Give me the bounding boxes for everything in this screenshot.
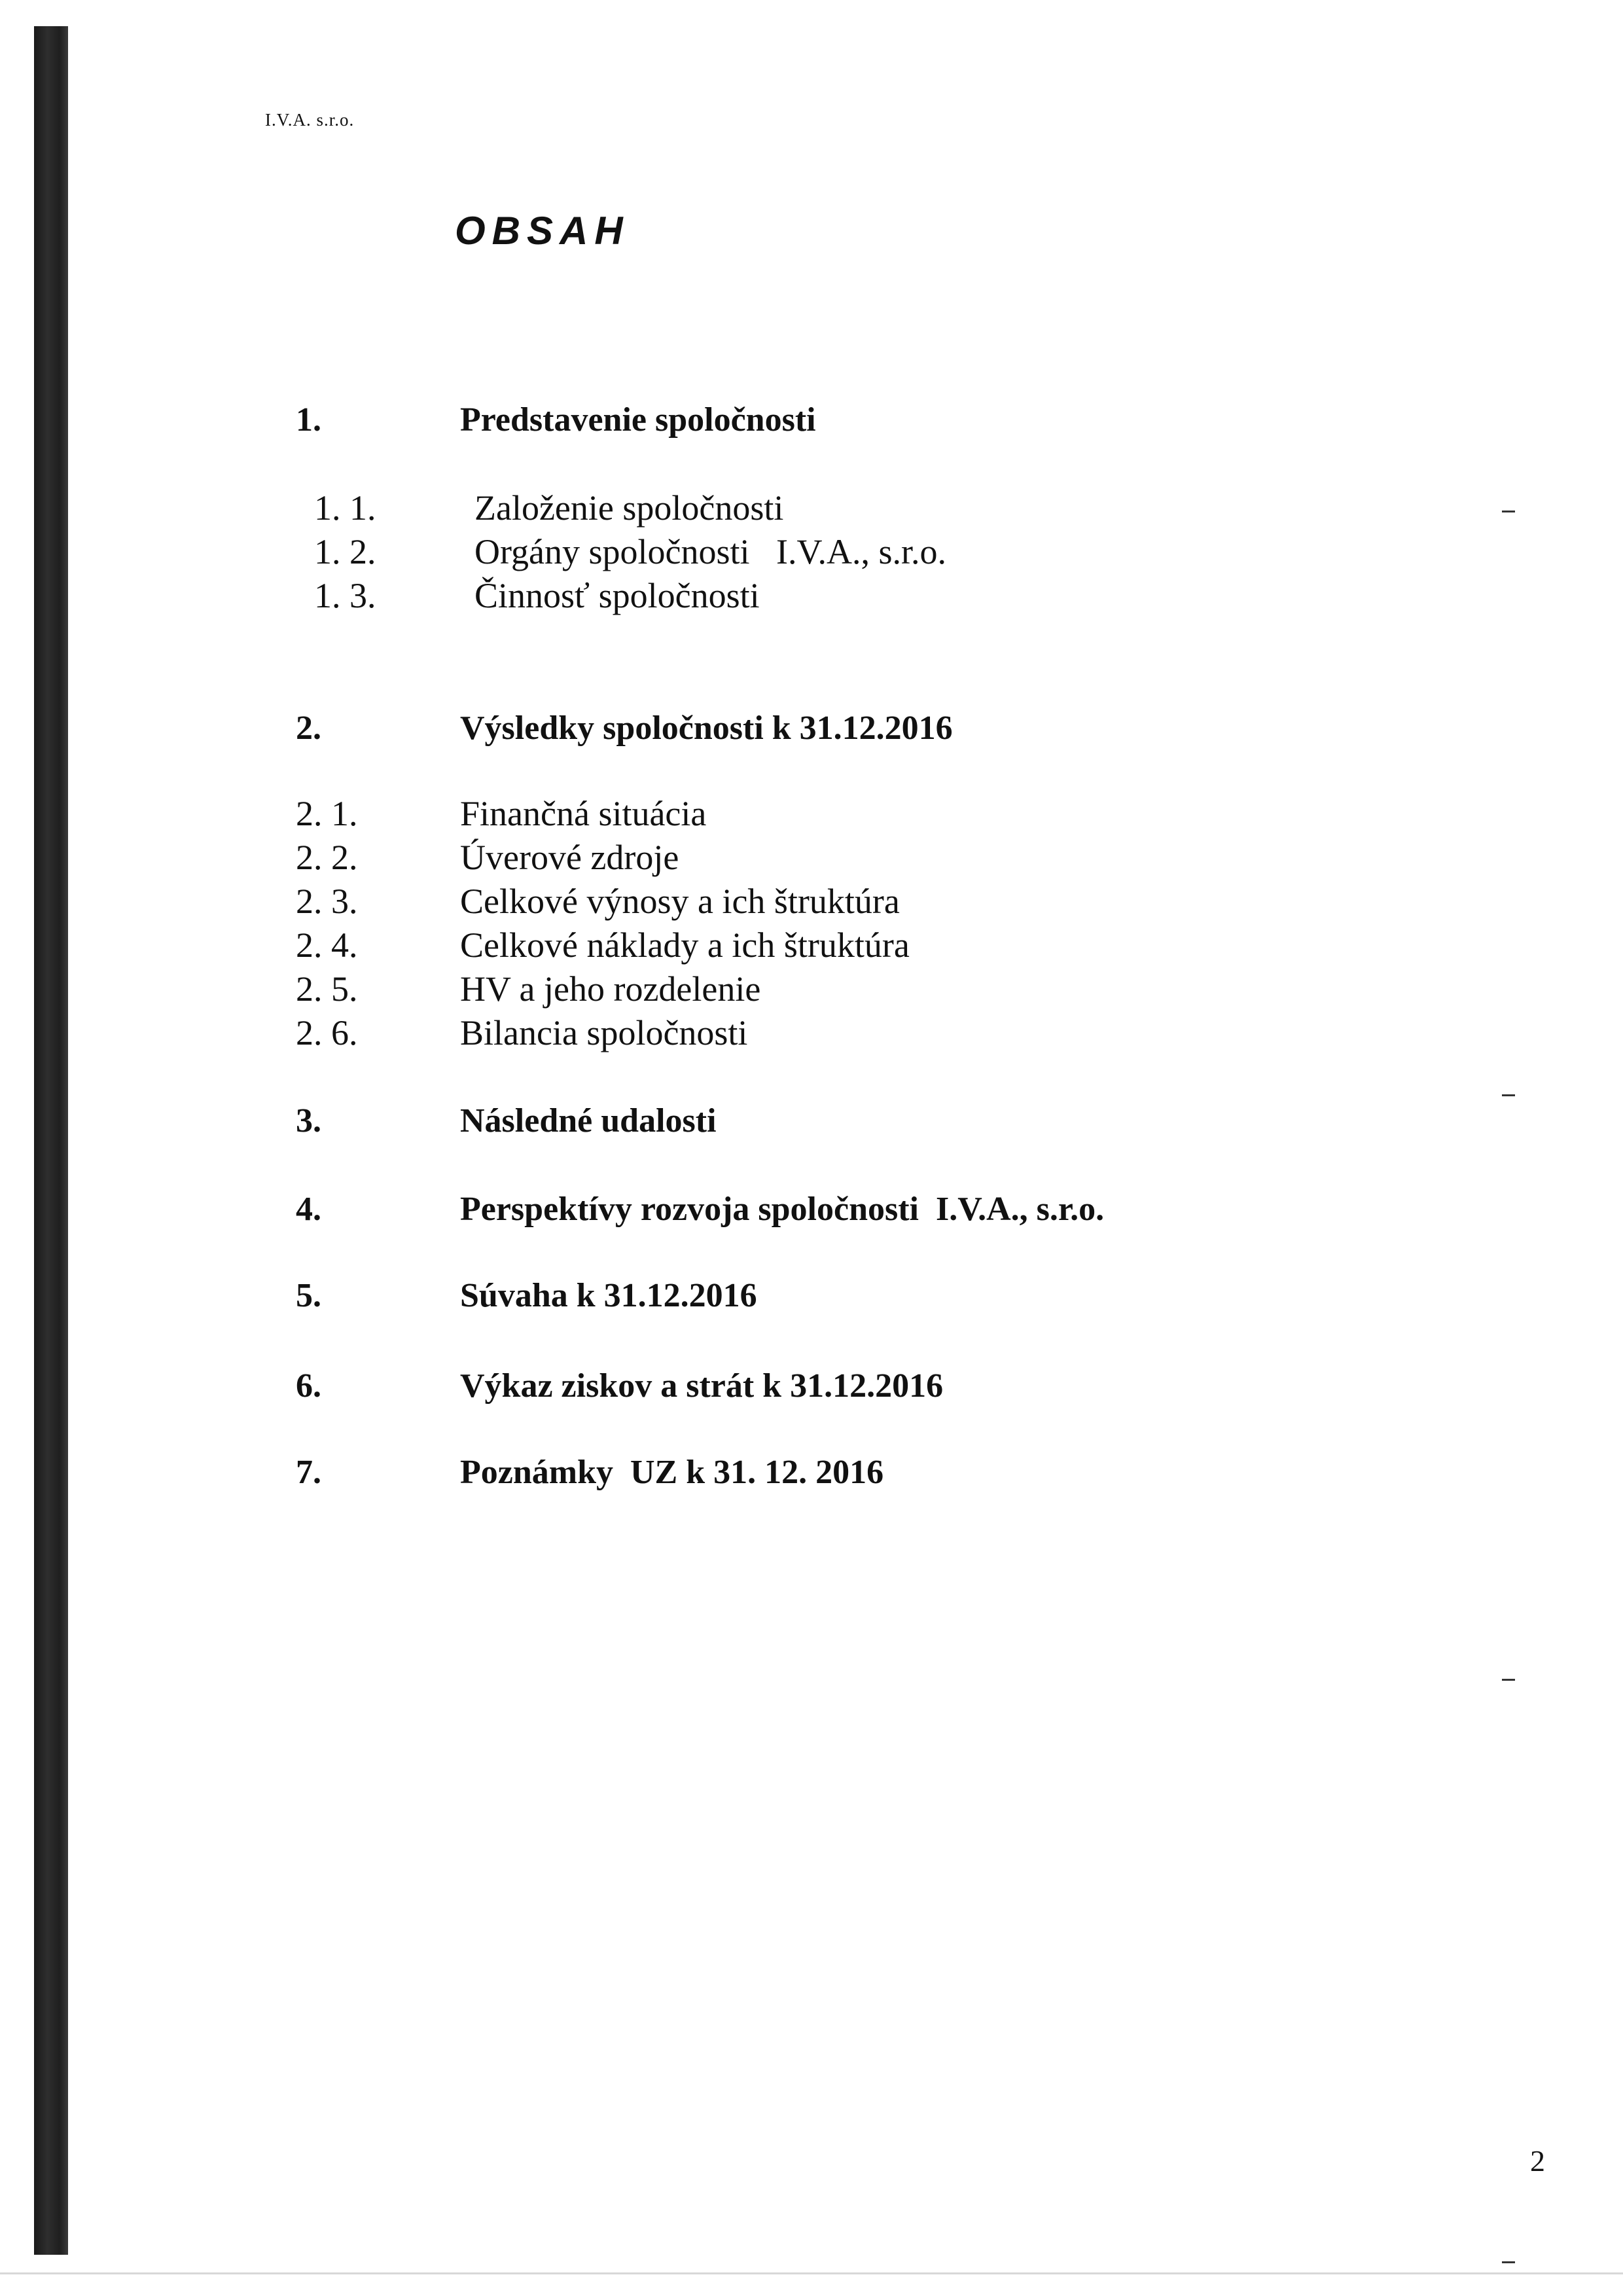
toc-number: 1. 1. — [314, 488, 376, 528]
toc-title: Úverové zdroje — [460, 838, 679, 877]
toc-section-7[interactable] — [0, 1453, 1623, 1499]
toc-number: 2. 6. — [296, 1013, 358, 1052]
toc-title: Celkové výnosy a ich štruktúra — [460, 882, 900, 921]
toc-number: 2. 1. — [296, 794, 358, 833]
scan-artifact-dash — [1502, 1679, 1515, 1681]
toc-item-2-2[interactable] — [0, 837, 1623, 883]
scan-artifact-dash — [1502, 1094, 1515, 1096]
toc-section-3[interactable] — [0, 1102, 1623, 1147]
toc-title: Výsledky spoločnosti k 31.12.2016 — [460, 709, 953, 747]
toc-title: Poznámky UZ k 31. 12. 2016 — [460, 1454, 884, 1491]
toc-number: 3. — [296, 1102, 321, 1139]
toc-number: 2. 4. — [296, 925, 358, 965]
toc-title: Perspektívy rozvoja spoločnosti I.V.A., s.r.o. — [460, 1191, 1105, 1228]
toc-section-4[interactable] — [0, 1190, 1623, 1236]
toc-number: 1. — [296, 401, 321, 439]
toc-title: Výkaz ziskov a strát k 31.12.2016 — [460, 1367, 944, 1405]
toc-number: 7. — [296, 1454, 321, 1491]
toc-number: 2. — [296, 709, 321, 747]
scan-artifact-dash — [1502, 2261, 1515, 2263]
scan-artifact-dash — [1502, 511, 1515, 512]
toc-number: 1. 3. — [314, 576, 376, 615]
toc-title: Orgány spoločnosti I.V.A., s.r.o. — [474, 532, 947, 571]
toc-item-2-6[interactable] — [0, 1013, 1623, 1058]
scan-bottom-edge — [0, 2272, 1623, 2274]
toc-title: Súvaha k 31.12.2016 — [460, 1277, 757, 1314]
company-header: I.V.A. s.r.o. — [265, 110, 355, 130]
page-number: 2 — [1530, 2144, 1545, 2178]
toc-title: Finančná situácia — [460, 794, 707, 833]
toc-number: 6. — [296, 1367, 321, 1405]
toc-title: Založenie spoločnosti — [474, 488, 784, 528]
toc-title: Predstavenie spoločnosti — [460, 401, 816, 439]
toc-number: 2. 3. — [296, 882, 358, 921]
toc-item-2-1[interactable] — [0, 793, 1623, 839]
toc-item-2-4[interactable] — [0, 925, 1623, 971]
toc-title: Následné udalosti — [460, 1102, 717, 1139]
toc-title: Celkové náklady a ich štruktúra — [460, 925, 910, 965]
toc-title: HV a jeho rozdelenie — [460, 969, 761, 1009]
toc-section-6[interactable] — [0, 1367, 1623, 1412]
page-title: OBSAH — [455, 209, 630, 253]
toc-number: 2. 2. — [296, 838, 358, 877]
toc-title: Bilancia spoločnosti — [460, 1013, 748, 1052]
toc-number: 1. 2. — [314, 532, 376, 571]
toc-section-2[interactable] — [0, 709, 1623, 755]
toc-section-5[interactable] — [0, 1276, 1623, 1322]
toc-number: 4. — [296, 1191, 321, 1228]
toc-item-1-2[interactable] — [0, 531, 1623, 577]
toc-section-1[interactable] — [0, 401, 1623, 446]
toc-number: 5. — [296, 1277, 321, 1314]
toc-title: Činnosť spoločnosti — [474, 576, 760, 615]
toc-item-2-3[interactable] — [0, 881, 1623, 927]
toc-item-1-1[interactable] — [0, 488, 1623, 533]
toc-item-1-3[interactable] — [0, 575, 1623, 621]
toc-item-2-5[interactable] — [0, 969, 1623, 1014]
toc-number: 2. 5. — [296, 969, 358, 1009]
